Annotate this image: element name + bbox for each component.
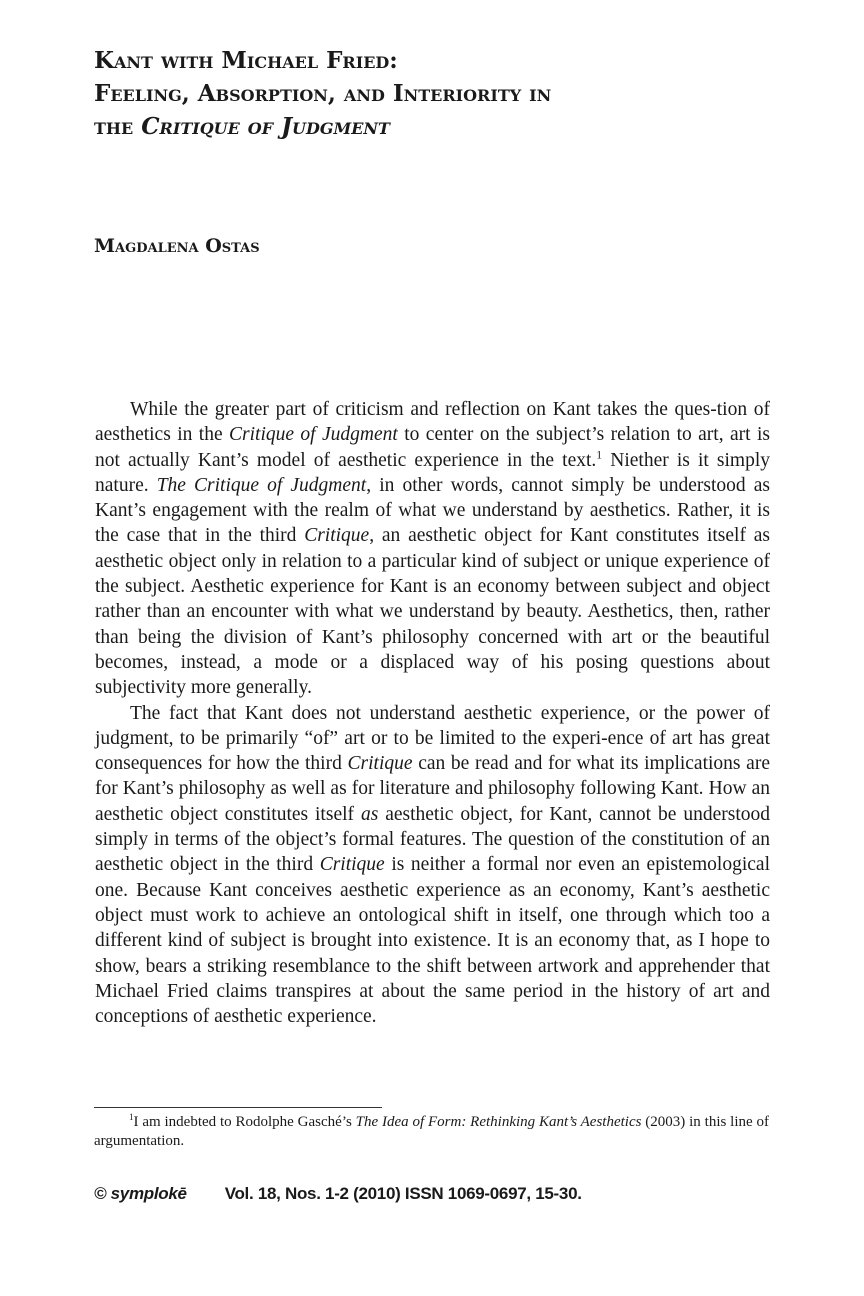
footnote-text-2: (2003) in this line of argumentation. (94, 1114, 769, 1149)
p1-text-4: , in other words, cannot simply be understood as Kant’s engagement with the realm of what we understand by aesthetics. Rather, it is the case that in the third (95, 474, 770, 547)
p2-text-2: can be read and for what its implications are for Kant’s philosophy as well as for literature and philosophy following Kant. How an aesthetic object constitutes itself (95, 753, 770, 825)
paragraph-2 (95, 701, 770, 1030)
author-name: Magdalena Ostas (94, 235, 260, 257)
p2-italic-2: as (360, 803, 379, 825)
paragraph-1 (95, 397, 770, 701)
p1-text-1: While the greater part of criticism and reflection on Kant takes the ques-tion of aesthetics in the (95, 399, 770, 446)
p1-text-3: Niether is it simply nature. (95, 449, 770, 496)
p1-text-5: , an aesthetic object for Kant constitutes itself as aesthetic object only in relation to a particular kind of subject or unique experience of the subject. Aesthetic experience for Kant is an economy between subject and object rather than an encounter with what we understand by beauty. Aesthetics, then, rather than being the division of Kant’s philosophy concerned with art or the beautiful becomes, instead, a mode or a displaced way of his posing questions about subjectivity more generally. (95, 525, 770, 699)
article-title (94, 44, 794, 143)
footnote (94, 1113, 769, 1151)
title-line-3-text: the (94, 113, 142, 140)
journal-citation-line (94, 1184, 582, 1204)
title-line-2: Feeling, Absorption, and Interiority in (94, 80, 552, 107)
title-line-3 (94, 110, 794, 143)
p2-italic-1: Critique (347, 753, 413, 775)
title-line-1: Kant with Michael Fried: (94, 47, 398, 74)
p1-italic-1: Critique of Judgment (229, 424, 398, 446)
footnote-marker[interactable]: 1 (596, 448, 603, 462)
body-text (95, 397, 770, 1029)
footnote-text-1: I am indebted to Rodolphe Gasché’s (133, 1114, 356, 1130)
footnote-divider (94, 1107, 382, 1108)
journal-name: © symplokē (94, 1184, 187, 1203)
p1-italic-2: The Critique of Judgment (156, 474, 367, 496)
p2-text-3: aesthetic object, for Kant, cannot be understood simply in terms of the object’s formal features. The question of the constitution of an aesthetic object in the third (95, 803, 770, 876)
p2-text-4: is neither a formal nor even an epistemological one. Because Kant conceives aesthetic experience as an economy, Kant’s aesthetic object must work to achieve an ontological shift in itself, one through which too a different kind of subject is brought into existence. It is an economy that, as I hope to show, bears a striking resemblance to the shift between artwork and apprehender that Michael Fried claims transpires at about the same period in the history of art and conceptions of aesthetic experience. (95, 854, 770, 1028)
journal-citation: Vol. 18, Nos. 1-2 (2010) ISSN 1069-0697, 15-30. (224, 1184, 582, 1203)
footnote-italic-title: The Idea of Form: Rethinking Kant’s Aesthetics (355, 1114, 642, 1130)
title-italic-work: Critique of Judgment (141, 113, 390, 140)
footnote-number: 1 (129, 1112, 134, 1122)
p1-italic-3: Critique (304, 525, 370, 547)
p1-text-2: to center on the subject’s relation to art, art is not actually Kant’s model of aesthetic experience in the text. (95, 424, 770, 471)
p2-text-1: The fact that Kant does not understand aesthetic experience, or the power of judgment, to be primarily “of” art or to be limited to the experi-ence of art has great consequences for how the third (95, 702, 770, 775)
p2-italic-3: Critique (319, 854, 385, 876)
